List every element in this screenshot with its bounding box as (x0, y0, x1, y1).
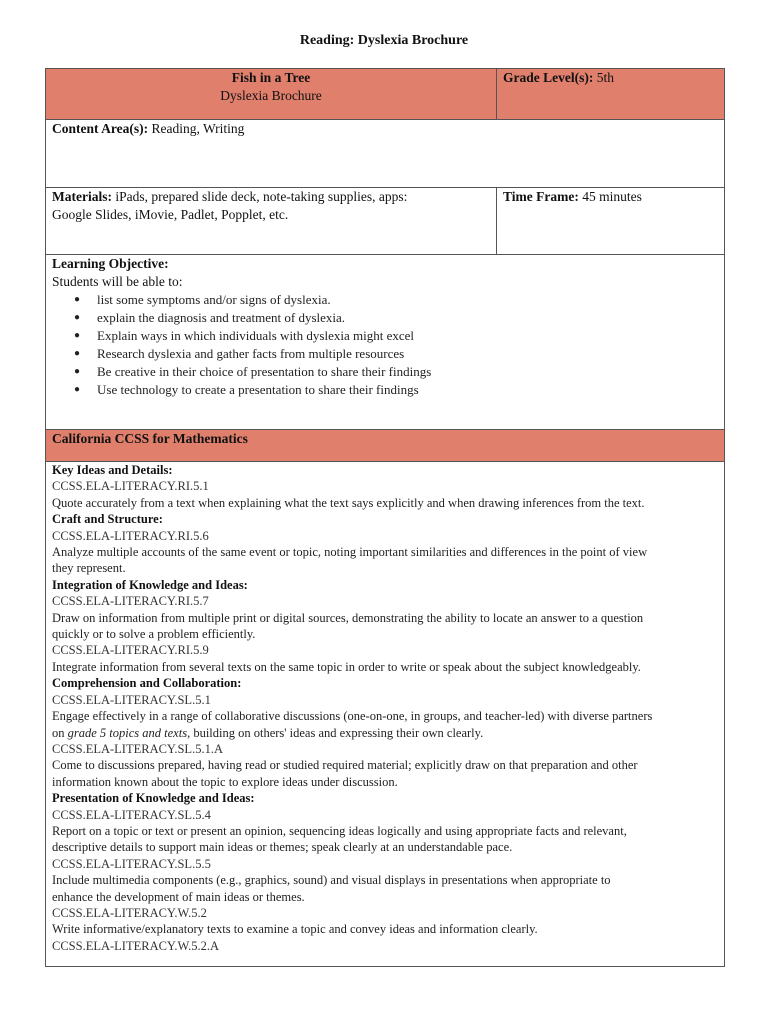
objective-item: ● explain the diagnosis and treatment of dyslexia. (52, 309, 718, 327)
time-frame-label: Time Frame: (503, 189, 579, 204)
ccss-standards-cell (46, 462, 725, 967)
learning-objective-cell (46, 255, 725, 430)
standard-text: Analyze multiple accounts of the same event or topic, noting important similarities and differences in the point of view (52, 545, 648, 560)
content-area-cell (46, 120, 725, 188)
materials-value-line1: iPads, prepared slide deck, note-taking supplies, apps: (115, 189, 408, 204)
standard-code: CCSS.ELA-LITERACY.W.5.2.A (52, 938, 220, 953)
materials-value-line2: Google Slides, iMovie, Padlet, Popplet, etc. (52, 207, 289, 222)
standard-text: Include multimedia components (e.g., graphics, sound) and visual displays in presentations when appropriate to (52, 873, 611, 888)
standard-category-heading: Comprehension and Collaboration: (52, 676, 242, 691)
time-frame-value: 45 minutes (582, 189, 642, 204)
standard-text (52, 725, 718, 741)
page-title: Reading: Dyslexia Brochure (299, 33, 469, 48)
standard-text: Report on a topic or text or present an opinion, sequencing ideas logically and using appropriate facts and relevant, (52, 823, 627, 838)
standard-code: CCSS.ELA-LITERACY.RI.5.6 (52, 528, 209, 543)
grade-level-label: Grade Level(s): (503, 70, 594, 85)
grade-level-value: 5th (596, 70, 614, 85)
objective-item: ● Use technology to create a presentation to share their findings (52, 381, 718, 399)
lesson-subtitle: Dyslexia Brochure (220, 88, 322, 103)
standard-text: Draw on information from multiple print or digital sources, demonstrating the ability to locate an answer to a question (52, 610, 644, 625)
standard-text: Engage effectively in a range of collaborative discussions (one-on-one, in groups, and teacher-led) with diverse partners (52, 709, 653, 724)
time-frame-cell (497, 188, 725, 255)
standard-text-part: on (52, 725, 68, 740)
standard-category-heading: Key Ideas and Details: (52, 463, 173, 477)
standard-text: they represent. (52, 561, 126, 576)
standard-code: CCSS.ELA-LITERACY.SL.5.1 (52, 692, 211, 707)
standard-text-italic: grade 5 topics and texts (67, 725, 188, 740)
standard-code: CCSS.ELA-LITERACY.RI.5.7 (52, 594, 209, 609)
materials-cell (46, 188, 497, 255)
learning-objective-intro: Students will be able to: (52, 274, 183, 289)
objective-item: ● Explain ways in which individuals with dyslexia might excel (52, 327, 718, 345)
standard-text: Quote accurately from a text when explaining what the text says explicitly and when drawing inferences from the text. (52, 495, 645, 510)
standard-code: CCSS.ELA-LITERACY.SL.5.5 (52, 856, 211, 871)
standard-text: Write informative/explanatory texts to examine a topic and convey ideas and information clearly. (52, 922, 538, 937)
standard-code: CCSS.ELA-LITERACY.SL.5.4 (52, 807, 211, 822)
objective-item: ● list some symptoms and/or signs of dyslexia. (52, 291, 718, 309)
standard-text-part: , building on others' ideas and expressing their own clearly. (187, 725, 484, 740)
standard-code: CCSS.ELA-LITERACY.W.5.2 (52, 905, 207, 920)
standard-code: CCSS.ELA-LITERACY.RI.5.9 (52, 643, 209, 658)
standard-category-heading: Integration of Knowledge and Ideas: (52, 577, 248, 592)
lesson-plan-table (45, 68, 725, 967)
standard-text: Integrate information from several texts on the same topic in order to write or speak about the subject knowledgeably. (52, 659, 641, 674)
standard-category-heading: Presentation of Knowledge and Ideas: (52, 791, 255, 806)
grade-level-cell (497, 69, 725, 120)
ccss-section-title: California CCSS for Mathematics (46, 430, 725, 462)
standard-text: information known about the topic to explore ideas under discussion. (52, 774, 398, 789)
standard-text: enhance the development of main ideas or themes. (52, 889, 305, 904)
standard-text: quickly or to solve a problem efficiently. (52, 627, 256, 642)
content-area-value: Reading, Writing (151, 121, 245, 136)
lesson-title-cell (46, 69, 497, 120)
lesson-title: Fish in a Tree (231, 70, 311, 85)
objective-item: ● Be creative in their choice of presentation to share their findings (52, 363, 718, 381)
standard-code: CCSS.ELA-LITERACY.SL.5.1.A (52, 741, 223, 756)
standard-text: descriptive details to support main ideas or themes; speak clearly at an understandable pace. (52, 840, 513, 855)
learning-objective-label: Learning Objective: (52, 256, 169, 271)
standard-code: CCSS.ELA-LITERACY.RI.5.1 (52, 479, 209, 494)
objective-item: ● Research dyslexia and gather facts from multiple resources (52, 345, 718, 363)
materials-label: Materials: (52, 189, 112, 204)
objective-list (52, 291, 718, 399)
standard-category-heading: Craft and Structure: (52, 512, 163, 527)
content-area-label: Content Area(s): (52, 121, 149, 136)
standard-text: Come to discussions prepared, having read or studied required material; explicitly draw on that preparation and other (52, 758, 638, 773)
